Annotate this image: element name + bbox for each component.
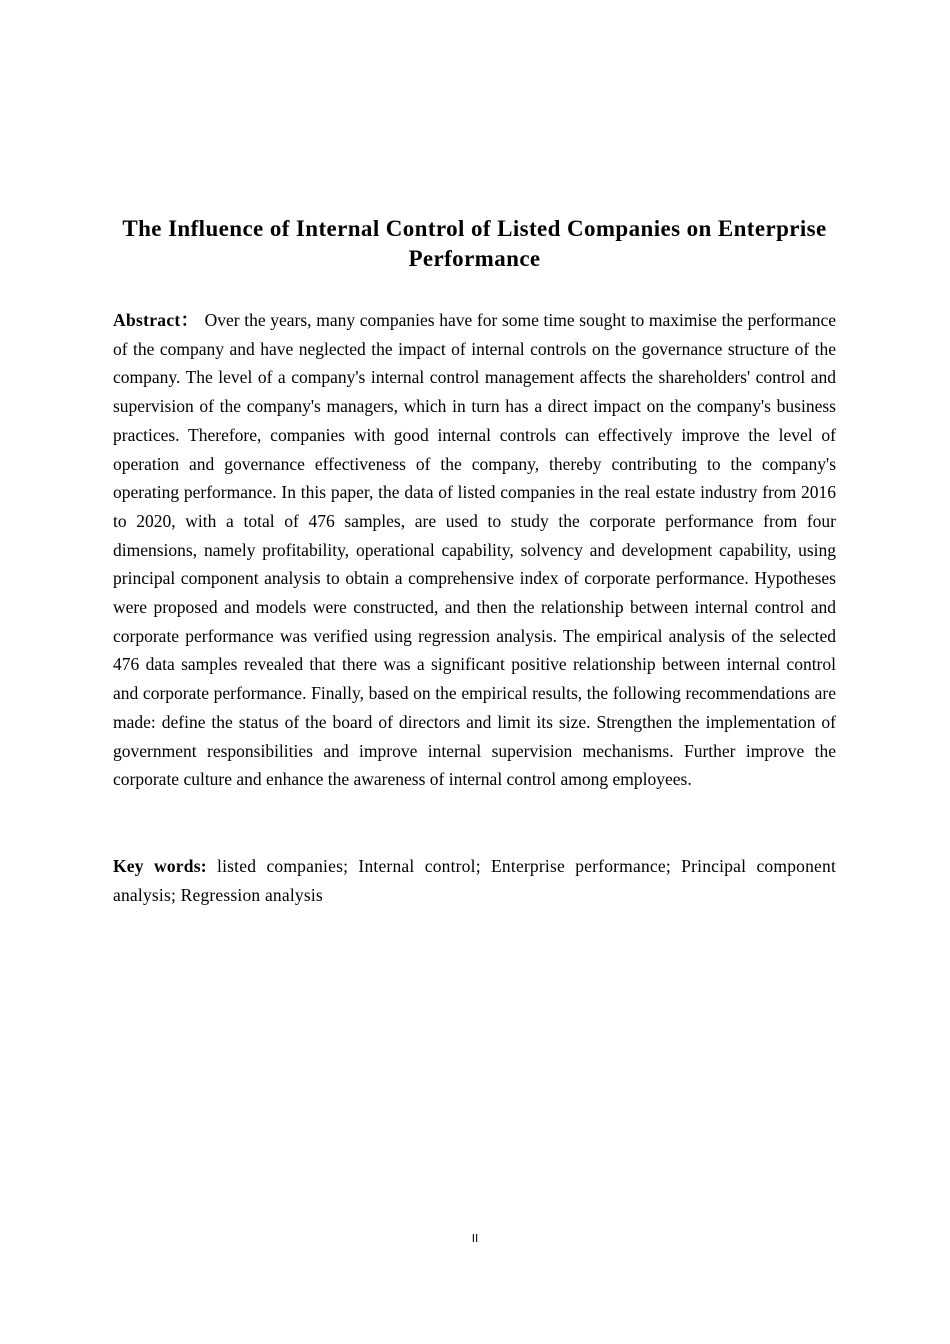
page-number: II (471, 1232, 479, 1245)
abstract-paragraph (113, 306, 836, 794)
keywords-label: Key words: (113, 856, 207, 876)
abstract-colon: ： (180, 310, 199, 330)
document-title: The Influence of Internal Control of Listed Companies on Enterprise Performance (122, 216, 827, 271)
keywords-paragraph (113, 852, 836, 909)
abstract-text: Over the years, many companies have for some time sought to maximise the performance of the company and have neglected the impact of internal controls on the governance structure of the company. The level of a company's internal control management affects the shareholders' control and supervision of the company's managers, which in turn has a direct impact on the company's business practices. Therefore, companies with good internal controls can effectively improve the level of operation and governance effectiveness of the company, thereby contributing to the company's operating performance. In this paper, the data of listed companies in the real estate industry from 2016 to 2020, with a total of 476 samples, are used to study the corporate performance from four dimensions, namely profitability, operational capability, solvency and development capability, using principal component analysis to obtain a comprehensive index of corporate performance. Hypotheses were proposed and models were constructed, and then the relationship between internal control and corporate performance was verified using regression analysis. The empirical analysis of the selected 476 data samples revealed that there was a significant positive relationship between internal control and corporate performance. Finally, based on the empirical results, the following recommendations are made: define the status of the board of directors and limit its size. Strengthen the implementation of government responsibilities and improve internal supervision mechanisms. Further improve the corporate culture and enhance the awareness of internal control among employees. (113, 310, 837, 790)
keywords-text: listed companies; Internal control; Enterprise performance; Principal component analysis; Regression analysis (113, 856, 837, 905)
abstract-label: Abstract (113, 310, 181, 330)
